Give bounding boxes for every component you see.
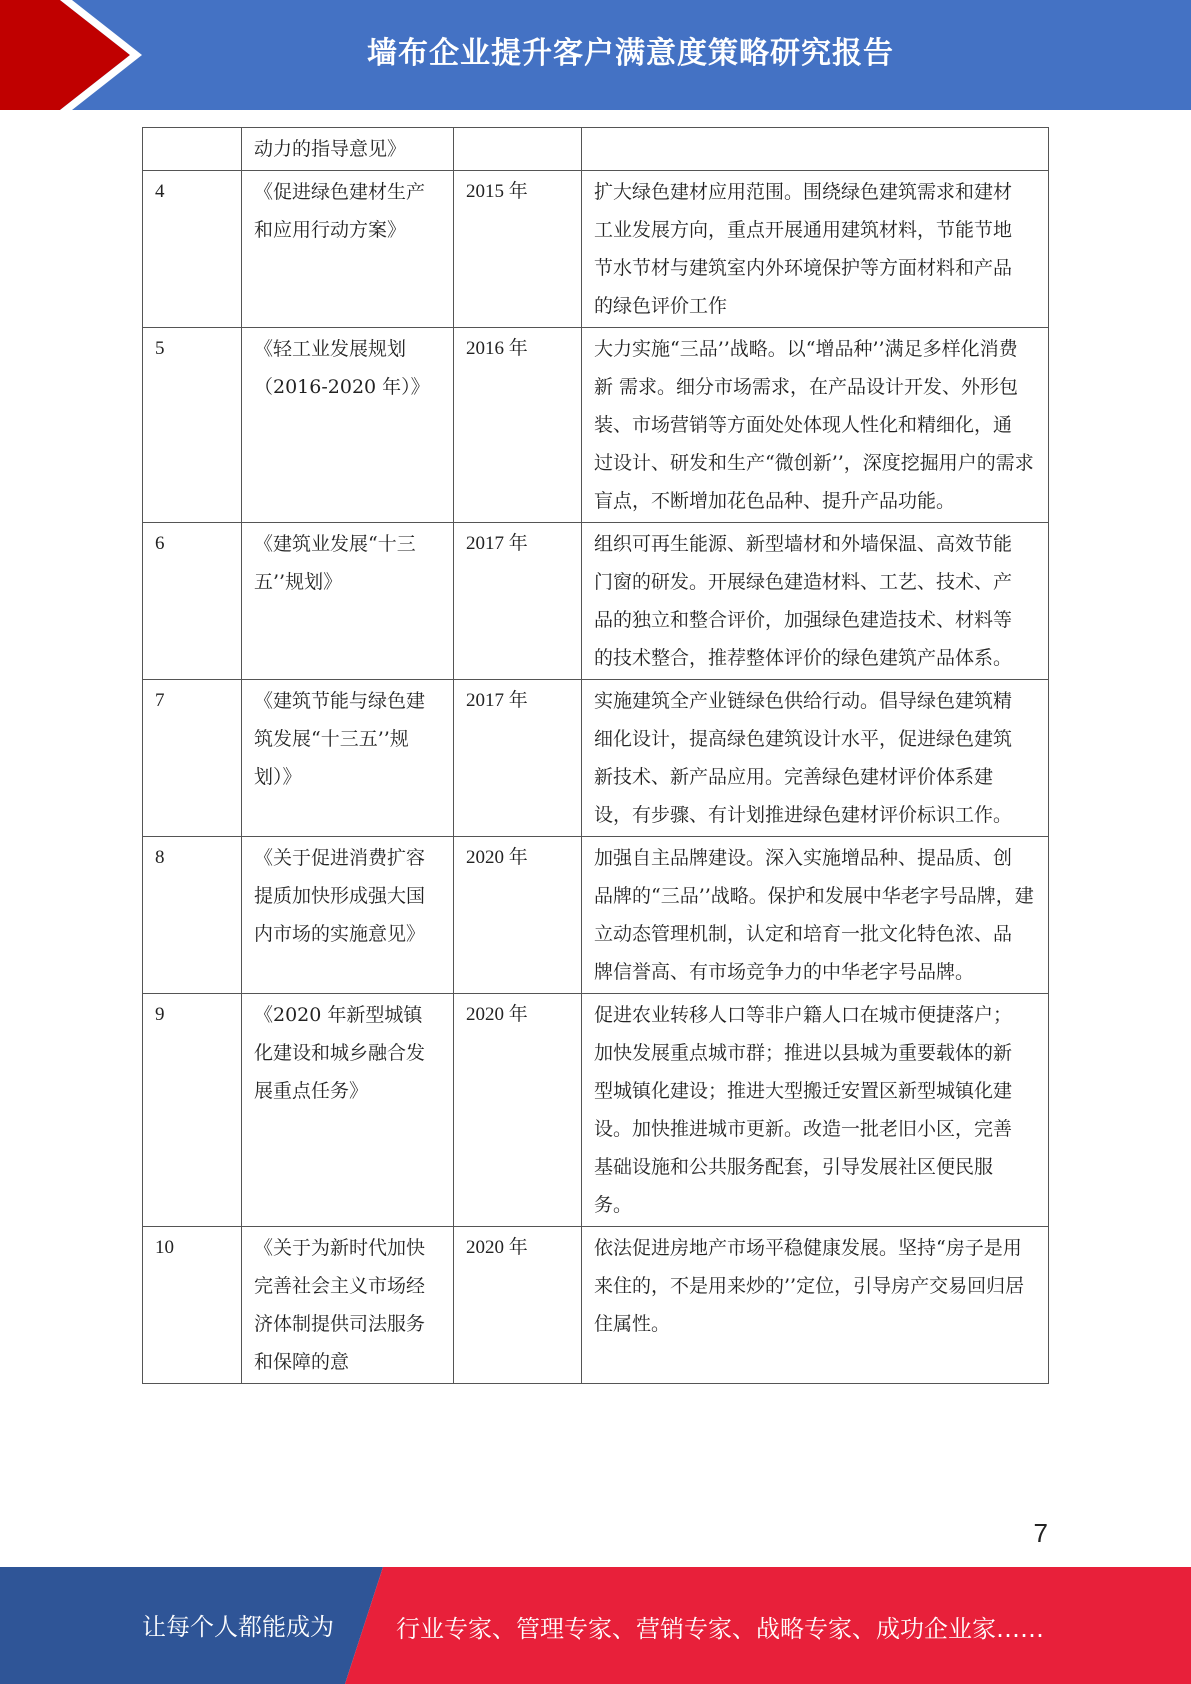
policy-name: 《建筑节能与绿色建筑发展“十三五’’规 划）》 (242, 680, 454, 837)
policy-content: 依法促进房地产市场平稳健康发展。坚持“房子是用 来住的，不是用来炒的’’定位，引导房产交易回归居 住属性。 (582, 1227, 1049, 1384)
document-title: 墙布企业提升客户满意度策略研究报告 (367, 36, 894, 71)
page-header (0, 0, 1191, 110)
row-number: 10 (143, 1227, 242, 1384)
policy-year: 2020 年 (454, 994, 582, 1227)
policy-year: 2016 年 (454, 328, 582, 523)
row-number: 7 (143, 680, 242, 837)
footer-slogan-left: 让每个人都能成为 (142, 1613, 334, 1641)
policy-name: 《关于促进消费扩容提质加快形成强大国内市场的实施意见》 (242, 837, 454, 994)
policy-name: 《轻工业发展规划（2016-2020 年）》 (242, 328, 454, 523)
policy-content: 组织可再生能源、新型墙材和外墙保温、高效节能 门窗的研发。开展绿色建造材料、工艺、技术、产 品的独立和整合评价，加强绿色建造技术、材料等 的技术整合，推荐整体评价的绿色建筑产品体系。 (582, 523, 1049, 680)
table-row (143, 994, 1049, 1227)
table-row (143, 523, 1049, 680)
table-row (143, 1227, 1049, 1384)
policy-content (582, 128, 1049, 171)
row-number: 4 (143, 171, 242, 328)
header-chevron-decoration (0, 0, 160, 110)
page-footer (0, 1567, 1191, 1684)
table-row (143, 171, 1049, 328)
row-number: 5 (143, 328, 242, 523)
policy-name: 《促进绿色建材生产和应用行动方案》 (242, 171, 454, 328)
page-number: 7 (1033, 1518, 1048, 1548)
footer-slogan-right: 行业专家、管理专家、营销专家、战略专家、成功企业家…… (396, 1615, 1044, 1643)
policy-content: 实施建筑全产业链绿色供给行动。倡导绿色建筑精 细化设计，提高绿色建筑设计水平，促进绿色建筑 新技术、新产品应用。完善绿色建材评价体系建 设，有步骤、有计划推进绿色建材评价标识工作。 (582, 680, 1049, 837)
policy-year (454, 128, 582, 171)
policy-name: 动力的指导意见》 (242, 128, 454, 171)
table-row (143, 128, 1049, 171)
policy-content: 促进农业转移人口等非户籍人口在城市便捷落户； 加快发展重点城市群；推进以县城为重要载体的新 型城镇化建设；推进大型搬迁安置区新型城镇化建 设。加快推进城市更新。改造一批老旧小区，完善 基础设施和公共服务配套，引导发展社区便民服 务。 (582, 994, 1049, 1227)
policy-name: 《关于为新时代加快完善社会主义市场经济体制提供司法服务和保障的意 (242, 1227, 454, 1384)
policy-table (142, 127, 1049, 1384)
table-row (143, 680, 1049, 837)
row-number: 6 (143, 523, 242, 680)
policy-year: 2020 年 (454, 1227, 582, 1384)
policy-content: 加强自主品牌建设。深入实施增品种、提品质、创 品牌的“三品’’战略。保护和发展中华老字号品牌，建 立动态管理机制，认定和培育一批文化特色浓、品 牌信誉高、有市场竞争力的中华老字号品牌。 (582, 837, 1049, 994)
policy-content: 扩大绿色建材应用范围。围绕绿色建筑需求和建材 工业发展方向，重点开展通用建筑材料，节能节地 节水节材与建筑室内外环境保护等方面材料和产品 的绿色评价工作 (582, 171, 1049, 328)
policy-year: 2020 年 (454, 837, 582, 994)
row-number: 9 (143, 994, 242, 1227)
policy-name: 《2020 年新型城镇化建设和城乡融合发展重点任务》 (242, 994, 454, 1227)
policy-year: 2015 年 (454, 171, 582, 328)
policy-year: 2017 年 (454, 523, 582, 680)
table-row (143, 837, 1049, 994)
row-number (143, 128, 242, 171)
policy-name: 《建筑业发展“十三五’’规划》 (242, 523, 454, 680)
row-number: 8 (143, 837, 242, 994)
policy-content: 大力实施“三品’’战略。以“增品种’’满足多样化消费新 需求。细分市场需求，在产品设计开发、外形包 装、市场营销等方面处处体现人性化和精细化，通 过设计、研发和生产“微创新’’，深度挖掘用户的需求 盲点，不断增加花色品种、提升产品功能。 (582, 328, 1049, 523)
policy-year: 2017 年 (454, 680, 582, 837)
table-row (143, 328, 1049, 523)
